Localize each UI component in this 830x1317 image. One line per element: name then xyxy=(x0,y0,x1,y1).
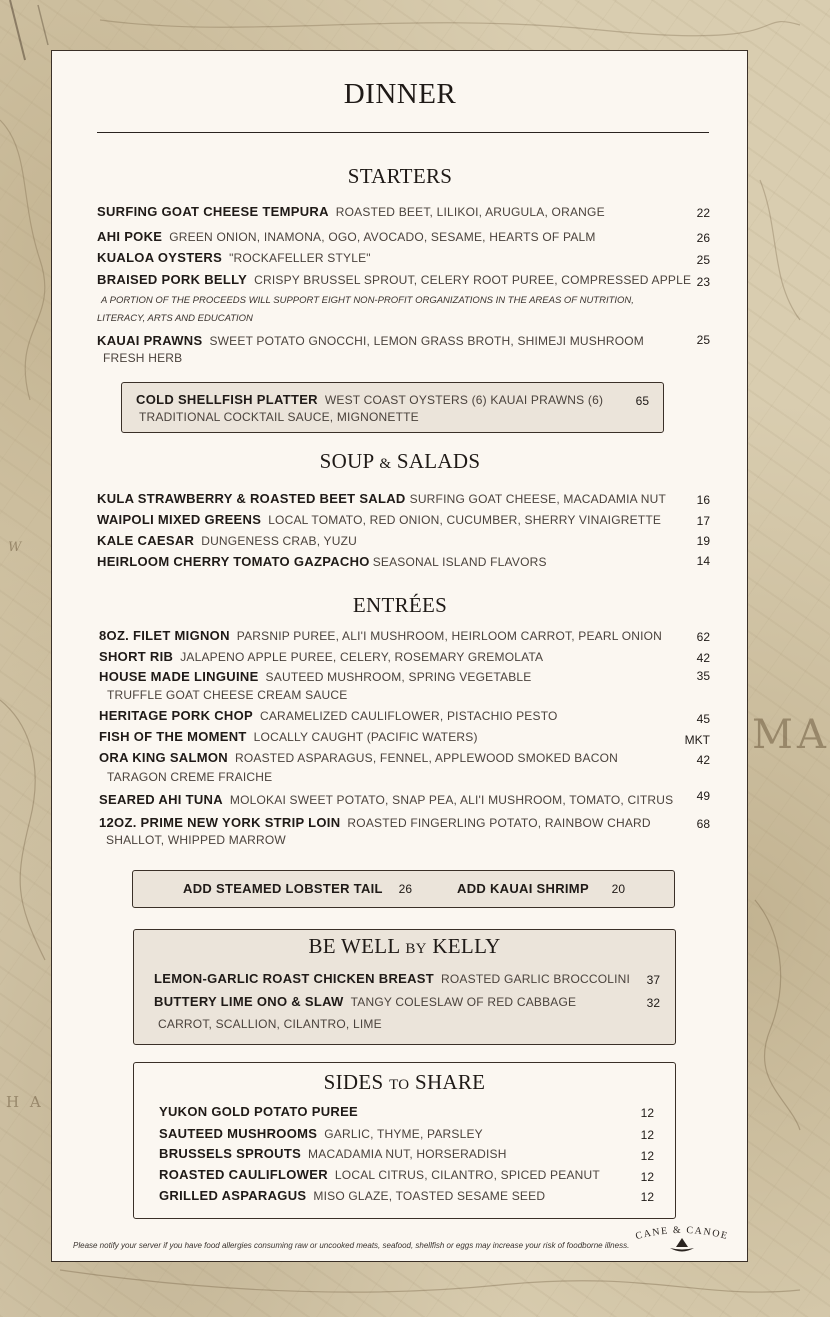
item-name: FISH OF THE MOMENT xyxy=(99,729,247,744)
item-price: 65 xyxy=(635,394,649,408)
addon-item xyxy=(183,881,390,896)
item-name: YUKON GOLD POTATO PUREE xyxy=(159,1104,359,1119)
item-name: BRUSSELS SPROUTS xyxy=(159,1146,302,1161)
bewell-heading-a: BE WELL xyxy=(308,934,400,958)
item-name: COLD SHELLFISH PLATTER xyxy=(136,392,318,407)
allergy-disclaimer: Please notify your server if you have food allergies consuming raw or uncooked meats, seafood, shellfish or eggs may increase your risk of foodborne illness. xyxy=(73,1241,630,1250)
item-desc-continued: FRESH HERB xyxy=(103,351,183,365)
menu-item xyxy=(97,204,605,219)
item-desc: ROASTED BEET, LILIKOI, ARUGULA, ORANGE xyxy=(335,205,605,219)
sides-heading xyxy=(133,1070,676,1095)
item-desc: LOCALLY CAUGHT (PACIFIC WATERS) xyxy=(253,730,478,744)
menu-item xyxy=(99,628,662,643)
item-desc-continued: CARROT, SCALLION, CILANTRO, LIME xyxy=(158,1017,382,1031)
map-label-ma: MA xyxy=(752,712,830,758)
sides-heading-b: SHARE xyxy=(414,1070,486,1094)
bewell-heading-by: BY xyxy=(405,941,427,957)
item-desc: CRISPY BRUSSEL SPROUT, CELERY ROOT PUREE, COMPRESSED APPLE xyxy=(254,273,692,287)
menu-item xyxy=(99,815,651,830)
map-label-hawaii: H A xyxy=(6,1093,44,1111)
item-name: ROASTED CAULIFLOWER xyxy=(159,1167,328,1182)
item-name: HERITAGE PORK CHOP xyxy=(99,708,253,723)
item-name: SAUTEED MUSHROOMS xyxy=(159,1126,318,1141)
item-price: 68 xyxy=(696,817,710,831)
menu-item xyxy=(159,1167,600,1182)
charity-note: LITERACY, ARTS AND EDUCATION xyxy=(97,313,253,324)
menu-item xyxy=(97,512,661,527)
menu-item xyxy=(99,649,543,664)
soups-heading-a: SOUP xyxy=(319,449,374,473)
addon-price: 26 xyxy=(398,882,412,896)
item-desc-continued: TRUFFLE GOAT CHEESE CREAM SAUCE xyxy=(107,688,348,702)
item-desc: MISO GLAZE, TOASTED SESAME SEED xyxy=(313,1189,546,1203)
item-name: WAIPOLI MIXED GREENS xyxy=(97,512,262,527)
item-name: BRAISED PORK BELLY xyxy=(97,272,248,287)
bewell-heading-b: KELLY xyxy=(432,934,501,958)
menu-item xyxy=(97,250,371,265)
item-desc: TANGY COLESLAW OF RED CABBAGE xyxy=(350,995,577,1009)
menu-item xyxy=(97,333,644,348)
item-price: 12 xyxy=(640,1106,654,1120)
item-desc: DUNGENESS CRAB, YUZU xyxy=(201,534,358,548)
item-name: HEIRLOOM CHERRY TOMATO GAZPACHO xyxy=(97,554,370,569)
shellfish-platter-box xyxy=(121,382,664,433)
title-divider xyxy=(97,132,709,133)
item-name: KAUAI PRAWNS xyxy=(97,333,203,348)
item-price: 25 xyxy=(696,253,710,267)
entrees-heading: ENTRÉES xyxy=(352,593,448,617)
item-desc: ROASTED GARLIC BROCCOLINI xyxy=(441,972,631,986)
item-name: 12OZ. PRIME NEW YORK STRIP LOIN xyxy=(99,815,341,830)
sides-heading-to: TO xyxy=(389,1077,410,1093)
item-desc: SAUTEED MUSHROOM, SPRING VEGETABLE xyxy=(265,670,532,684)
item-price: 16 xyxy=(696,493,710,507)
item-price: 12 xyxy=(640,1128,654,1142)
item-desc: WEST COAST OYSTERS (6) KAUAI PRAWNS (6) xyxy=(324,393,604,407)
item-price: 17 xyxy=(696,514,710,528)
item-desc: LOCAL TOMATO, RED ONION, CUCUMBER, SHERRY VINAIGRETTE xyxy=(268,513,662,527)
addon-name: ADD STEAMED LOBSTER TAIL xyxy=(183,881,383,896)
addon-price: 20 xyxy=(611,882,625,896)
menu-item xyxy=(99,669,532,684)
menu-item xyxy=(159,1146,507,1161)
item-name: LEMON-GARLIC ROAST CHICKEN BREAST xyxy=(154,971,435,986)
item-price: 32 xyxy=(646,996,660,1010)
item-desc: SEASONAL ISLAND FLAVORS xyxy=(372,555,547,569)
item-price: 19 xyxy=(696,534,710,548)
menu-item xyxy=(159,1104,365,1119)
item-price: 12 xyxy=(640,1170,654,1184)
item-price: 22 xyxy=(696,206,710,220)
item-name: SURFING GOAT CHEESE TEMPURA xyxy=(97,204,329,219)
item-name: KUALOA OYSTERS xyxy=(97,250,223,265)
item-name: ORA KING SALMON xyxy=(99,750,228,765)
item-name: KULA STRAWBERRY & ROASTED BEET SALAD xyxy=(97,491,406,506)
menu-item xyxy=(154,971,630,986)
menu-item xyxy=(99,708,558,723)
item-desc: JALAPENO APPLE PUREE, CELERY, ROSEMARY GREMOLATA xyxy=(180,650,544,664)
map-label-w: W xyxy=(8,540,22,555)
item-desc: GREEN ONION, INAMONA, OGO, AVOCADO, SESAME, HEARTS OF PALM xyxy=(169,230,596,244)
menu-item xyxy=(159,1126,483,1141)
item-desc: PARSNIP PUREE, ALI'I MUSHROOM, HEIRLOOM CARROT, PEARL ONION xyxy=(236,629,663,643)
item-desc: ROASTED ASPARAGUS, FENNEL, APPLEWOOD SMOKED BACON xyxy=(234,751,618,765)
item-price: 12 xyxy=(640,1149,654,1163)
menu-item xyxy=(159,1188,545,1203)
charity-note: A PORTION OF THE PROCEEDS WILL SUPPORT EIGHT NON-PROFIT ORGANIZATIONS IN THE AREAS OF NUTRITION, xyxy=(101,295,634,306)
item-desc: GARLIC, THYME, PARSLEY xyxy=(324,1127,483,1141)
item-desc-continued: SHALLOT, WHIPPED MARROW xyxy=(106,833,286,847)
item-name: BUTTERY LIME ONO & SLAW xyxy=(154,994,344,1009)
menu-item xyxy=(97,229,596,244)
item-desc-continued: TARAGON CREME FRAICHE xyxy=(107,770,273,784)
menu-item xyxy=(154,994,576,1009)
item-name: SEARED AHI TUNA xyxy=(99,792,223,807)
item-price: 45 xyxy=(696,712,710,726)
soups-heading-b: SALADS xyxy=(396,449,481,473)
soups-heading xyxy=(0,449,800,474)
menu-item xyxy=(136,392,603,407)
item-desc: CARAMELIZED CAULIFLOWER, PISTACHIO PESTO xyxy=(259,709,558,723)
item-desc-continued: TRADITIONAL COCKTAIL SAUCE, MIGNONETTE xyxy=(139,410,419,424)
item-desc: SWEET POTATO GNOCCHI, LEMON GRASS BROTH, SHIMEJI MUSHROOM xyxy=(209,334,644,348)
cane-and-canoe-logo xyxy=(630,1222,734,1258)
item-name: AHI POKE xyxy=(97,229,163,244)
item-price: 23 xyxy=(696,275,710,289)
item-price: 42 xyxy=(696,651,710,665)
soups-heading-amp: & xyxy=(379,456,392,472)
addon-name: ADD KAUAI SHRIMP xyxy=(457,881,589,896)
item-price: 49 xyxy=(696,789,710,803)
item-desc: "ROCKAFELLER STYLE" xyxy=(229,251,371,265)
starters-heading: STARTERS xyxy=(347,164,453,188)
item-price: 12 xyxy=(640,1190,654,1204)
item-price: 35 xyxy=(696,669,710,683)
item-price: 37 xyxy=(646,973,660,987)
addon-item xyxy=(457,881,596,896)
menu-item xyxy=(99,750,618,765)
item-desc: LOCAL CITRUS, CILANTRO, SPICED PEANUT xyxy=(334,1168,600,1182)
menu-item xyxy=(97,554,547,569)
bewell-heading xyxy=(133,934,676,959)
item-price: 14 xyxy=(696,554,710,568)
menu-title: DINNER xyxy=(343,78,457,110)
item-desc: SURFING GOAT CHEESE, MACADAMIA NUT xyxy=(409,492,666,506)
item-price: 25 xyxy=(696,333,710,347)
menu-item xyxy=(99,729,478,744)
item-name: GRILLED ASPARAGUS xyxy=(159,1188,307,1203)
sides-heading-a: SIDES xyxy=(323,1070,384,1094)
item-price: 42 xyxy=(696,753,710,767)
menu-item xyxy=(97,533,357,548)
item-desc: MACADAMIA NUT, HORSERADISH xyxy=(308,1147,507,1161)
item-desc: ROASTED FINGERLING POTATO, RAINBOW CHARD xyxy=(347,816,651,830)
menu-item xyxy=(97,491,666,506)
item-name: 8OZ. FILET MIGNON xyxy=(99,628,230,643)
item-price: MKT xyxy=(684,733,710,747)
item-name: HOUSE MADE LINGUINE xyxy=(99,669,259,684)
item-desc: MOLOKAI SWEET POTATO, SNAP PEA, ALI'I MUSHROOM, TOMATO, CITRUS xyxy=(229,793,674,807)
item-name: KALE CAESAR xyxy=(97,533,195,548)
item-price: 62 xyxy=(696,630,710,644)
menu-item xyxy=(97,272,691,287)
item-name: SHORT RIB xyxy=(99,649,174,664)
item-price: 26 xyxy=(696,231,710,245)
menu-item xyxy=(99,792,673,807)
logo-text: CANE & CANOE xyxy=(634,1224,730,1243)
